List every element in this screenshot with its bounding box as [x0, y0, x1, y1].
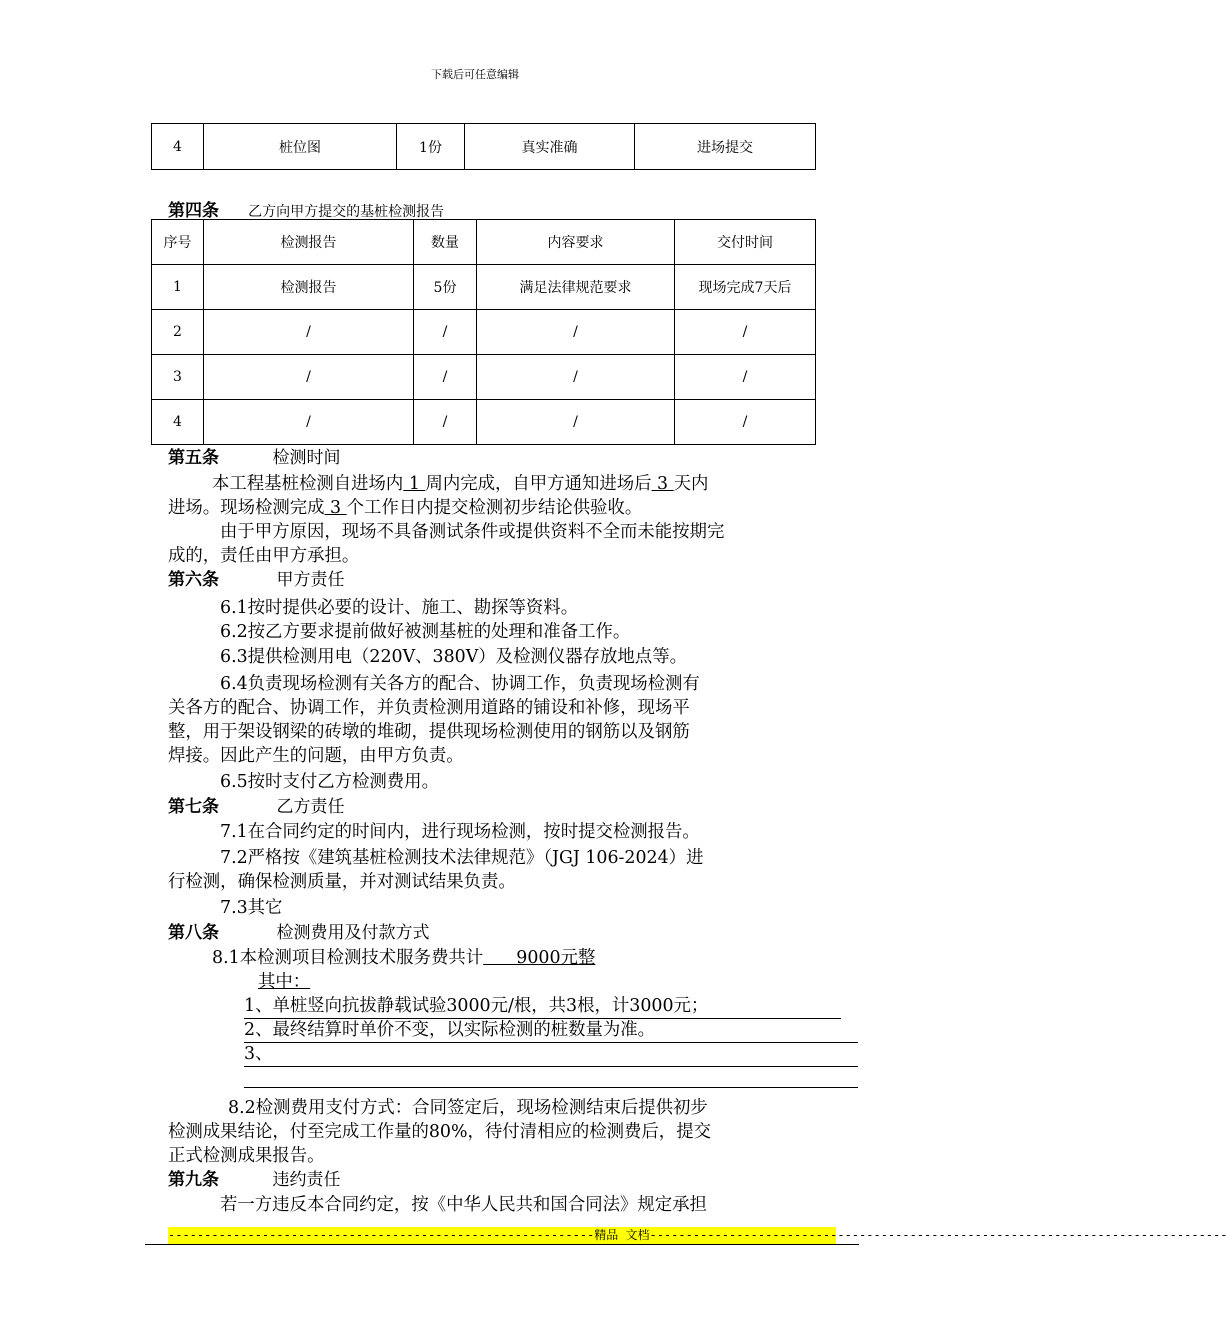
article8-heading [168, 921, 860, 945]
paragraph-line: 由于甲方原因，现场不具备测试条件或提供资料不全而未能按期完 [220, 522, 725, 542]
footer-dashes-right: -------------------------------------------------------------------------------- [649, 1228, 1227, 1242]
days-value: 3 [651, 474, 674, 494]
table-cell: / [477, 355, 675, 400]
table-row [152, 265, 816, 310]
list-item: 6.3提供检测用电（220V、380V）及检测仪器存放地点等。 [220, 647, 687, 667]
paragraph-line: 若一方违反本合同约定，按《中华人民共和国合同法》规定承担 [220, 1195, 707, 1215]
list-item: 6.5按时支付乙方检测费用。 [220, 772, 439, 792]
table-cell: / [204, 400, 414, 445]
list-item: 8.2检测费用支付方式：合同签定后，现场检测结束后提供初步 [228, 1098, 708, 1118]
table-cell: / [204, 310, 414, 355]
article7-heading [168, 795, 860, 819]
paragraph-line: 成的，责任由甲方承担。 [168, 546, 360, 566]
list-item: 7.1在合同约定的时间内，进行现场检测，按时提交检测报告。 [220, 822, 700, 842]
table-cell: 现场完成7天后 [675, 265, 816, 310]
column-header: 内容要求 [477, 220, 675, 265]
column-header: 检测报告 [204, 220, 414, 265]
article-title: 乙方责任 [276, 797, 345, 817]
footer-rule [145, 1244, 859, 1245]
article-title: 甲方责任 [276, 570, 345, 590]
list-item: 7.3其它 [220, 898, 283, 918]
article4-heading [168, 196, 444, 221]
paragraph-line: 正式检测成果报告。 [168, 1146, 325, 1166]
column-header: 交付时间 [675, 220, 816, 265]
table-cell: / [204, 355, 414, 400]
table-cell: 桩位图 [204, 124, 397, 170]
table-cell: 满足法律规范要求 [477, 265, 675, 310]
table-cell: 1份 [397, 124, 465, 170]
among-label: 其中： [258, 972, 311, 992]
table-header-row [152, 220, 816, 265]
table-cell: 4 [152, 124, 204, 170]
table-cell: / [675, 355, 816, 400]
column-header: 序号 [152, 220, 204, 265]
paragraph-line [168, 496, 860, 520]
blank-fill-line [244, 1087, 858, 1088]
article-title: 违约责任 [272, 1170, 341, 1190]
paragraph-line: 焊接。因此产生的问题，由甲方负责。 [168, 746, 464, 766]
table-cell: / [414, 310, 477, 355]
list-item: 6.2按乙方要求提前做好被测基桩的处理和准备工作。 [220, 622, 631, 642]
footer-banner [168, 1227, 1227, 1244]
article-title: 检测费用及付款方式 [276, 923, 430, 943]
header-note: 下载后可任意编辑 [431, 68, 519, 81]
text: 周内完成，自甲方通知进场后 [425, 474, 652, 494]
paragraph-line: 行检测，确保检测质量，并对测试结果负责。 [168, 872, 516, 892]
article-title: 检测时间 [272, 448, 341, 468]
text: 天内 [673, 474, 709, 494]
article-number: 第七条 [168, 797, 219, 817]
table-cell: / [477, 400, 675, 445]
paragraph-line: 整，用于架设钢梁的砖墩的堆砌，提供现场检测使用的钢筋以及钢筋 [168, 722, 690, 742]
table-cell: / [414, 400, 477, 445]
table-cell: 检测报告 [204, 265, 414, 310]
table-cell: 1 [152, 265, 204, 310]
text: 8.1本检测项目检测技术服务费共计 [212, 948, 484, 968]
article-number: 第九条 [168, 1170, 219, 1190]
table-cell: / [477, 310, 675, 355]
table-cell: 真实准确 [465, 124, 635, 170]
article-title: 乙方向甲方提交的基桩检测报告 [248, 204, 445, 220]
article6-heading [168, 568, 860, 592]
text: 本工程基桩检测自进场内 [212, 474, 404, 494]
table-row [152, 400, 816, 445]
article-number: 第五条 [168, 448, 219, 468]
list-item: 6.1按时提供必要的设计、施工、勘探等资料。 [220, 598, 579, 618]
paragraph-line: 关各方的配合、协调工作，并负责检测用道路的铺设和补修，现场平 [168, 698, 690, 718]
table-row [152, 310, 816, 355]
table-cell: / [414, 355, 477, 400]
deliverables-table [151, 123, 816, 170]
report-table [151, 219, 816, 445]
list-item: 6.4负责现场检测有关各方的配合、协调工作，负责现场检测有 [220, 674, 700, 694]
text: 个工作日内提交检测初步结论供验收。 [346, 498, 643, 518]
table-cell: 2 [152, 310, 204, 355]
table-row [152, 124, 816, 170]
table-cell: / [675, 400, 816, 445]
footer-dashes-left: ----------------------------------------------------------- [168, 1228, 595, 1242]
fee-breakdown-2: 2、最终结算时单价不变，以实际检测的桩数量为准。 [244, 1018, 858, 1043]
table-row [152, 355, 816, 400]
table-cell: / [675, 310, 816, 355]
table-cell: 3 [152, 355, 204, 400]
article5-heading [168, 446, 860, 470]
fee-line [168, 946, 904, 970]
article-number: 第四条 [168, 201, 219, 221]
text: 进场。现场检测完成 [168, 498, 325, 518]
column-header: 数量 [414, 220, 477, 265]
table-cell: 进场提交 [635, 124, 816, 170]
fee-total: 9000元整 [483, 948, 596, 968]
footer-label: 精品 文档 [594, 1228, 650, 1242]
paragraph-line: 检测成果结论，付至完成工作量的80%，待付清相应的检测费后，提交 [168, 1122, 711, 1142]
article-number: 第六条 [168, 570, 219, 590]
workdays-value: 3 [324, 498, 347, 518]
list-item: 7.2严格按《建筑基桩检测技术法律规范》（JGJ 106-2024）进 [220, 848, 704, 868]
weeks-value: 1 [403, 474, 426, 494]
table-cell: 5份 [414, 265, 477, 310]
table-cell: 4 [152, 400, 204, 445]
article-number: 第八条 [168, 923, 219, 943]
fee-breakdown-1: 1、单桩竖向抗拔静载试验3000元/根，共3根，计3000元； [244, 994, 841, 1019]
paragraph-line [168, 472, 904, 496]
fee-breakdown-3: 3、 [244, 1042, 858, 1067]
article9-heading [168, 1168, 860, 1192]
